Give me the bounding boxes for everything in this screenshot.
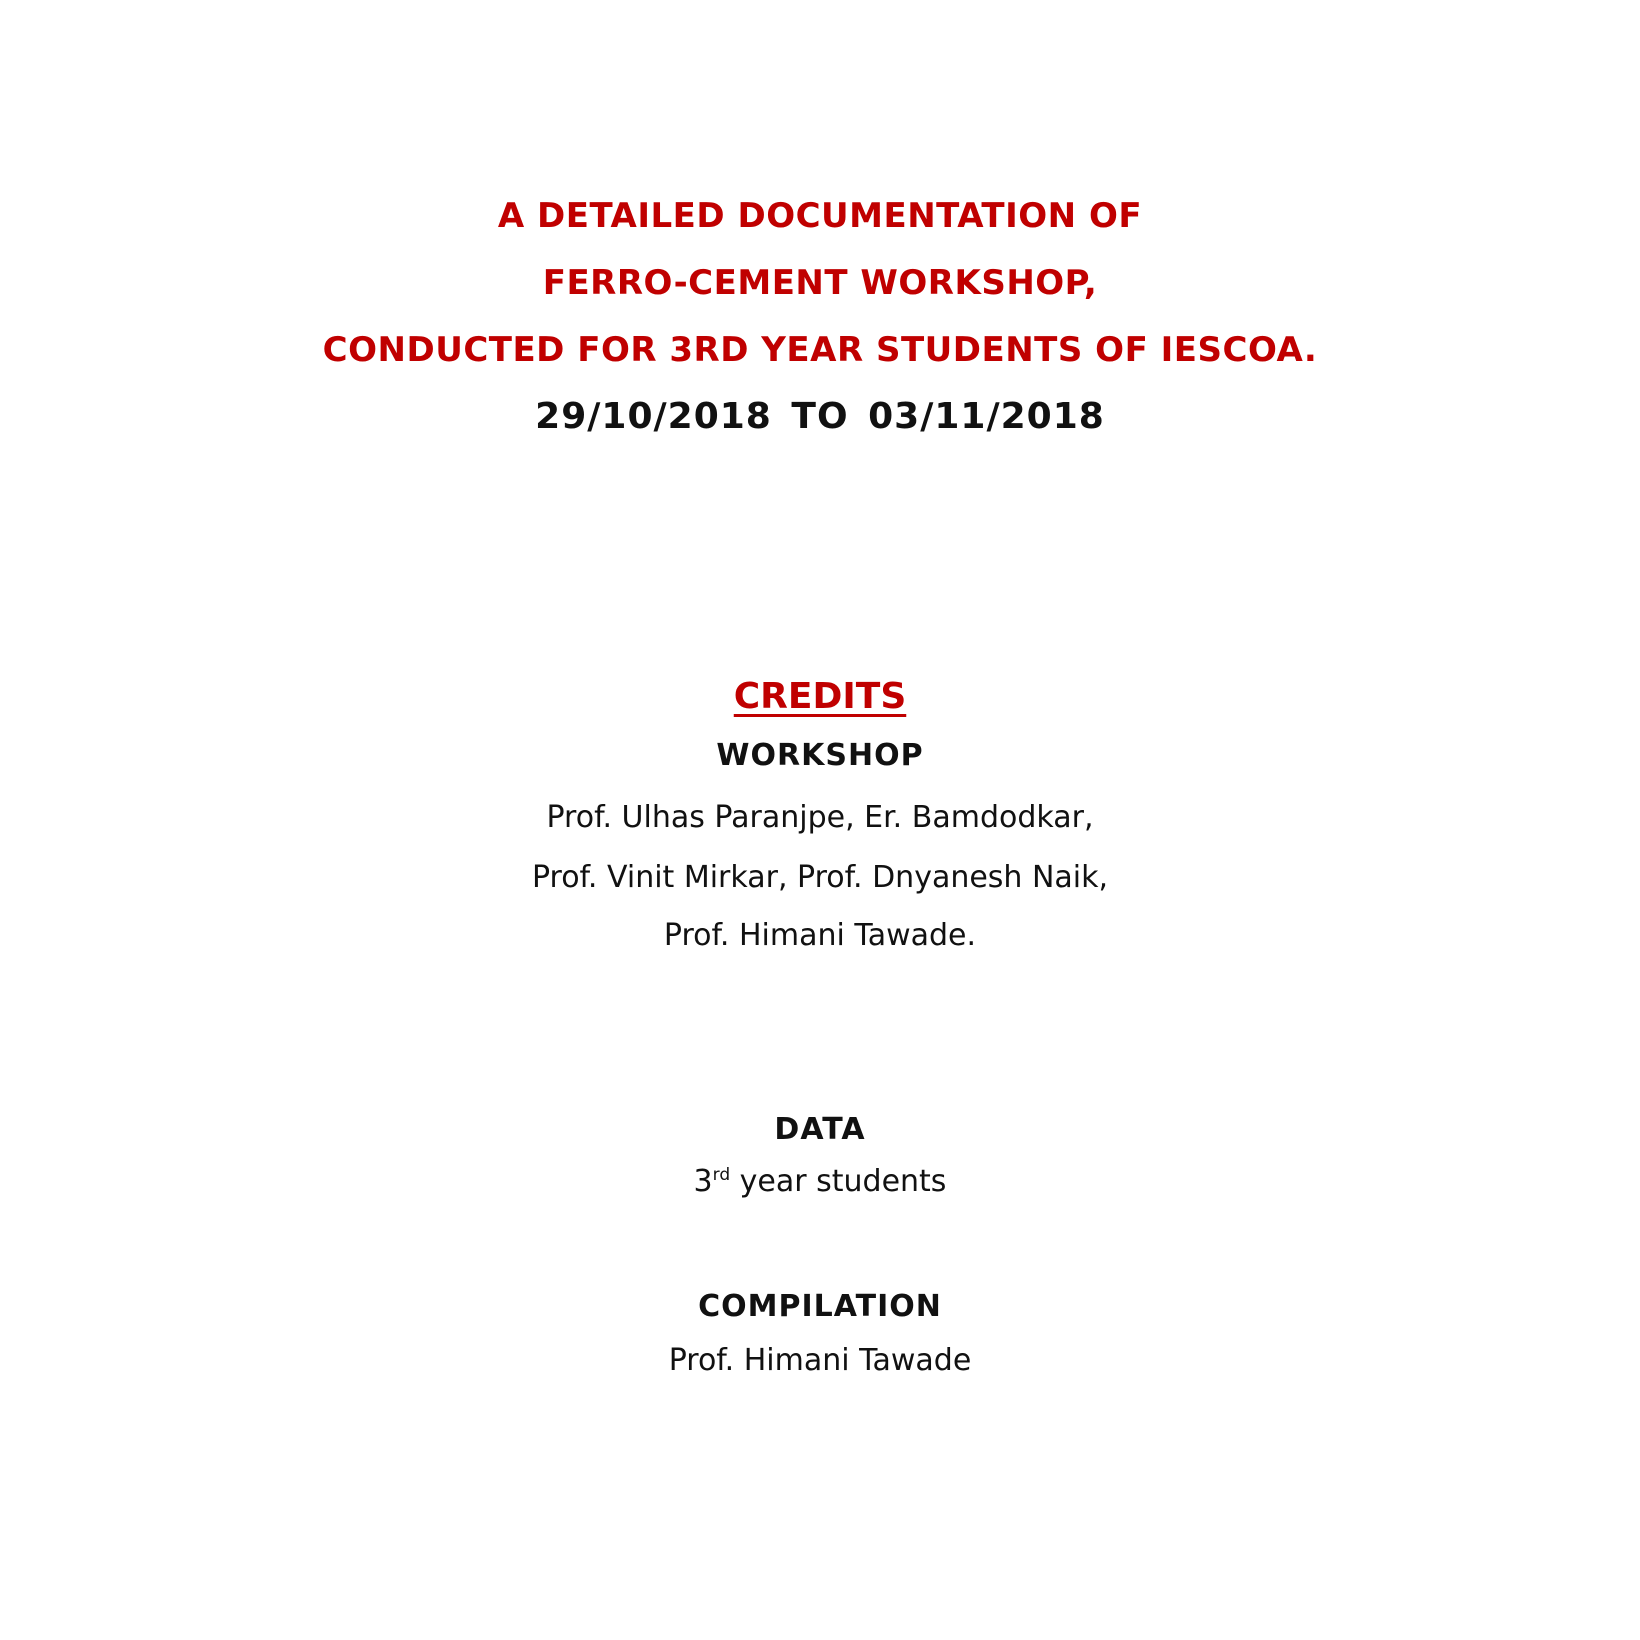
data-number: 3 <box>693 1164 713 1199</box>
workshop-heading: WORKSHOP <box>716 738 924 773</box>
workshop-line-3: Prof. Himani Tawade. <box>663 918 977 953</box>
title-line-1: A DETAILED DOCUMENTATION OF <box>497 196 1143 236</box>
date-range <box>0 396 1640 437</box>
title-line-2: FERRO-CEMENT WORKSHOP, <box>542 263 1098 303</box>
data-suffix: year students <box>730 1164 947 1199</box>
date-separator: TO <box>791 396 849 437</box>
credits-heading: CREDITS <box>733 676 907 717</box>
data-superscript: rd <box>712 1165 731 1185</box>
workshop-line-2: Prof. Vinit Mirkar, Prof. Dnyanesh Naik, <box>531 860 1109 895</box>
data-text <box>0 1164 1640 1199</box>
data-heading: DATA <box>774 1112 866 1147</box>
compilation-heading: COMPILATION <box>698 1289 942 1324</box>
compilation-name: Prof. Himani Tawade <box>668 1343 972 1378</box>
workshop-line-1: Prof. Ulhas Paranjpe, Er. Bamdodkar, <box>546 800 1094 835</box>
title-line-3: CONDUCTED FOR 3RD YEAR STUDENTS OF IESCOA. <box>322 330 1318 370</box>
date-to: 03/11/2018 <box>868 396 1105 437</box>
date-from: 29/10/2018 <box>535 396 772 437</box>
